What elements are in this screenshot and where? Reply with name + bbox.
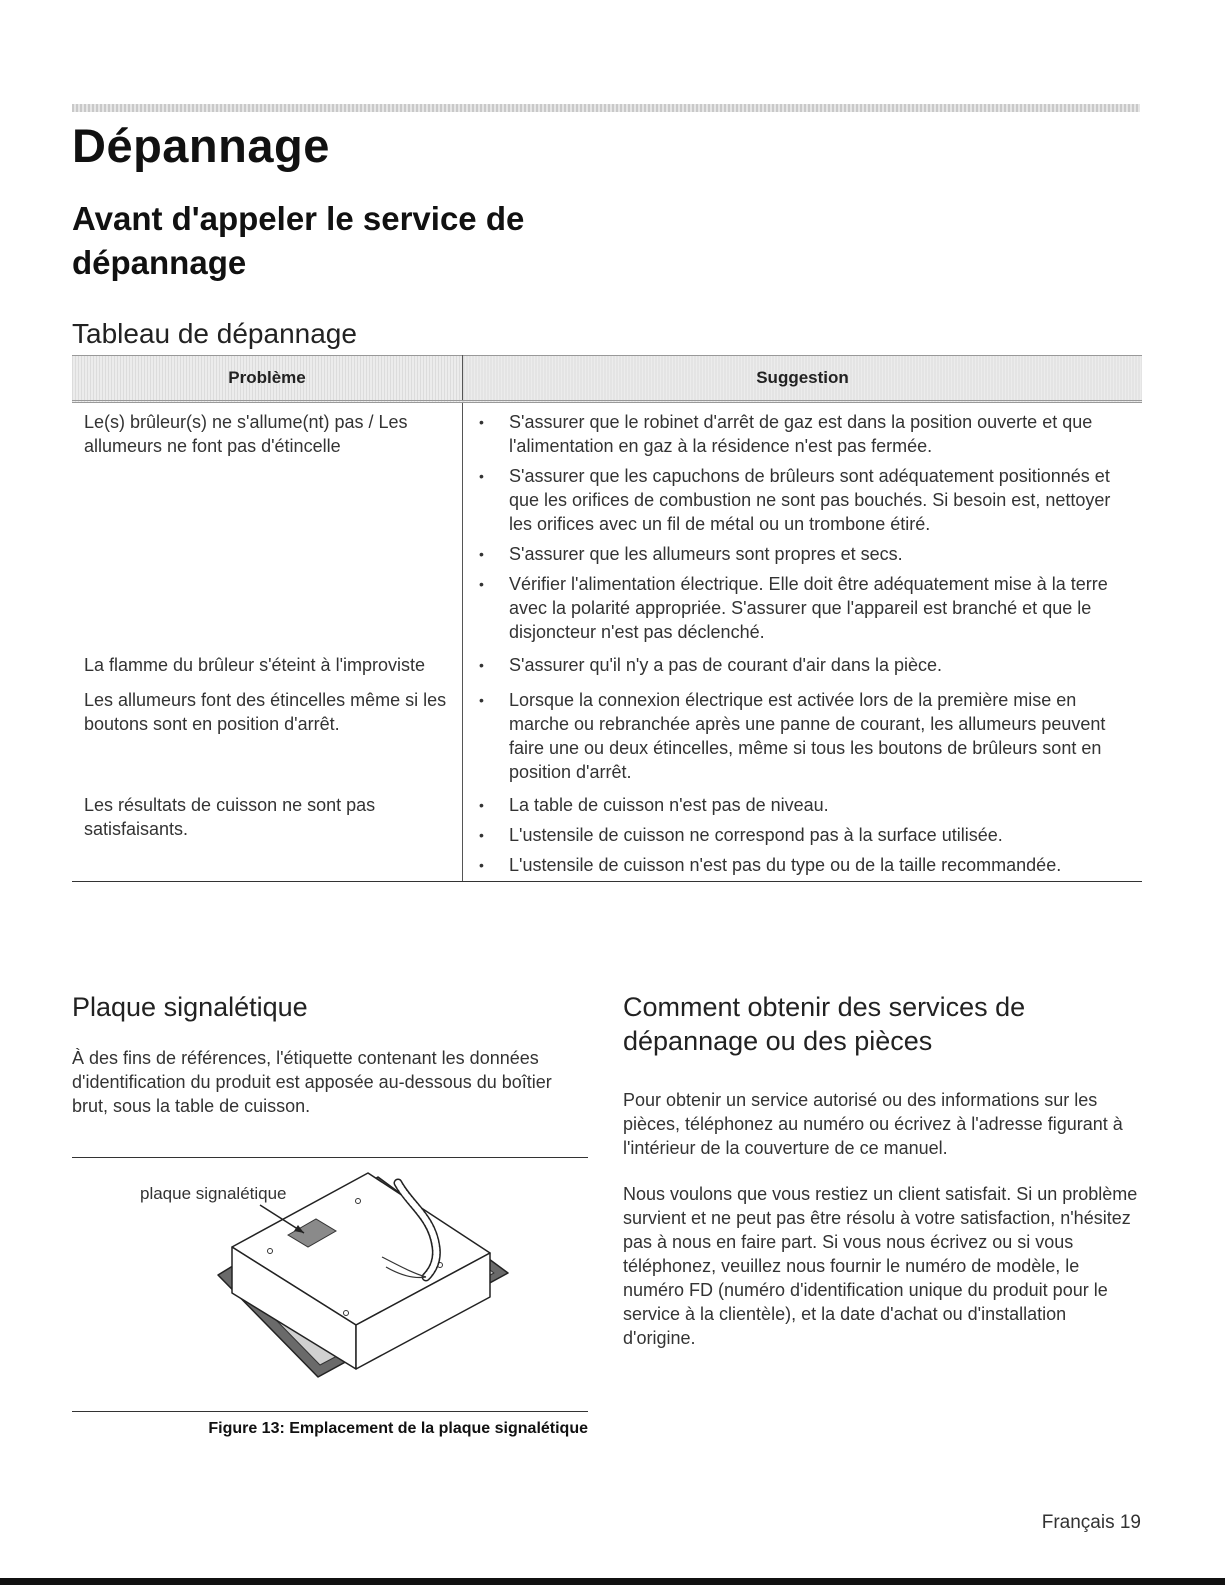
suggestion-cell bbox=[463, 788, 1143, 882]
suggestion-item bbox=[475, 823, 1132, 847]
bullet-icon: • bbox=[479, 692, 484, 708]
bullet-icon: • bbox=[479, 857, 484, 873]
bullet-icon: • bbox=[479, 468, 484, 484]
suggestion-list bbox=[475, 688, 1132, 784]
suggestion-cell bbox=[463, 402, 1143, 649]
suggestion-text: S'assurer que les allumeurs sont propres et secs. bbox=[509, 544, 903, 564]
suggestion-cell bbox=[463, 683, 1143, 788]
problem-cell: Les résultats de cuisson ne sont pas satisfaisants. bbox=[72, 788, 463, 882]
subsection-title: Tableau de dépannage bbox=[72, 318, 357, 349]
suggestion-column-header: Suggestion bbox=[463, 356, 1143, 402]
suggestion-item bbox=[475, 542, 1132, 566]
service-section bbox=[623, 990, 1142, 1350]
suggestion-text: S'assurer que le robinet d'arrêt de gaz est dans la position ouverte et que l'alimentation en gaz à la résidence n'est pas fermée. bbox=[509, 412, 1093, 456]
suggestion-list bbox=[475, 410, 1132, 644]
figure-callout-label: plaque signalétique bbox=[140, 1184, 287, 1203]
suggestion-item bbox=[475, 464, 1132, 536]
bullet-icon: • bbox=[479, 827, 484, 843]
rating-plate-section bbox=[72, 990, 588, 1118]
suggestion-item bbox=[475, 410, 1132, 458]
bullet-icon: • bbox=[479, 576, 484, 592]
suggestion-item bbox=[475, 572, 1132, 644]
bullet-icon: • bbox=[479, 797, 484, 813]
suggestion-text: La table de cuisson n'est pas de niveau. bbox=[509, 795, 829, 815]
suggestion-item bbox=[475, 688, 1132, 784]
suggestion-text: S'assurer qu'il n'y a pas de courant d'air dans la pièce. bbox=[509, 655, 942, 675]
suggestion-text: S'assurer que les capuchons de brûleurs sont adéquatement positionnés et que les orifices de combustion ne sont pas bouchés. Si besoin est, nettoyer les orifices avec un fil de métal ou un trombone étiré. bbox=[509, 466, 1111, 534]
service-paragraph: Nous voulons que vous restiez un client satisfait. Si un problème survient et ne peut pas être résolu à votre satisfaction, n'hésitez pas à nous en faire part. Si vous nous écrivez ou si vous téléphonez, veuillez nous fournir le numéro de modèle, le numéro FD (numéro d'identification unique du produit pour le service à la clientèle), et la date d'achat ou d'installation d'origine. bbox=[623, 1184, 1138, 1348]
problem-cell: Le(s) brûleur(s) ne s'allume(nt) pas / Les allumeurs ne font pas d'étincelle bbox=[72, 402, 463, 649]
table-row bbox=[72, 683, 1142, 788]
bullet-icon: • bbox=[479, 414, 484, 430]
suggestion-text: Vérifier l'alimentation électrique. Elle doit être adéquatement mise à la terre avec la polarité appropriée. S'assurer que l'appareil est branché et que le disjoncteur n'est pas déclenché. bbox=[509, 574, 1108, 642]
rating-plate-text: À des fins de références, l'étiquette contenant les données d'identification du produit est apposée au-dessous du boîtier brut, sous la table de cuisson. bbox=[72, 1048, 552, 1116]
scan-edge-bar bbox=[0, 1578, 1225, 1585]
suggestion-text: L'ustensile de cuisson n'est pas du type ou de la taille recommandée. bbox=[509, 855, 1062, 875]
table-row bbox=[72, 648, 1142, 683]
table-row bbox=[72, 402, 1142, 649]
problem-cell: Les allumeurs font des étincelles même si les boutons sont en position d'arrêt. bbox=[72, 683, 463, 788]
rating-plate-heading: Plaque signalétique bbox=[72, 992, 308, 1022]
table-header-row bbox=[72, 356, 1142, 402]
page-title: Dépannage bbox=[72, 119, 330, 172]
suggestion-cell bbox=[463, 648, 1143, 683]
figure-divider bbox=[72, 1411, 588, 1412]
suggestion-list bbox=[475, 653, 1132, 677]
suggestion-item bbox=[475, 793, 1132, 817]
suggestion-text: Lorsque la connexion électrique est activée lors de la première mise en marche ou rebranchée après une panne de courant, les allumeurs peuvent faire une ou deux étincelles, même si tous les boutons de brûleurs sont en position d'arrêt. bbox=[509, 690, 1106, 782]
suggestion-item bbox=[475, 853, 1132, 877]
service-heading: Comment obtenir des services de dépannage ou des pièces bbox=[623, 992, 1026, 1056]
bullet-icon: • bbox=[479, 546, 484, 562]
suggestion-list bbox=[475, 793, 1132, 877]
suggestion-text: L'ustensile de cuisson ne correspond pas à la surface utilisée. bbox=[509, 825, 1003, 845]
problem-cell: La flamme du brûleur s'éteint à l'improviste bbox=[72, 648, 463, 683]
table-row bbox=[72, 788, 1142, 882]
problem-column-header: Problème bbox=[72, 356, 463, 402]
service-paragraph: Pour obtenir un service autorisé ou des informations sur les pièces, téléphonez au numéro ou écrivez à l'adresse figurant à l'intérieur de la couverture de ce manuel. bbox=[623, 1090, 1123, 1158]
troubleshooting-table bbox=[72, 355, 1142, 882]
top-decorative-rule bbox=[72, 104, 1140, 112]
section-divider bbox=[72, 1157, 588, 1158]
suggestion-item bbox=[475, 653, 1132, 677]
section-title: Avant d'appeler le service de dépannage bbox=[72, 200, 525, 281]
page-footer: Français 19 bbox=[1041, 1512, 1141, 1533]
figure-caption: Figure 13: Emplacement de la plaque signalétique bbox=[208, 1420, 588, 1437]
bullet-icon: • bbox=[479, 657, 484, 673]
